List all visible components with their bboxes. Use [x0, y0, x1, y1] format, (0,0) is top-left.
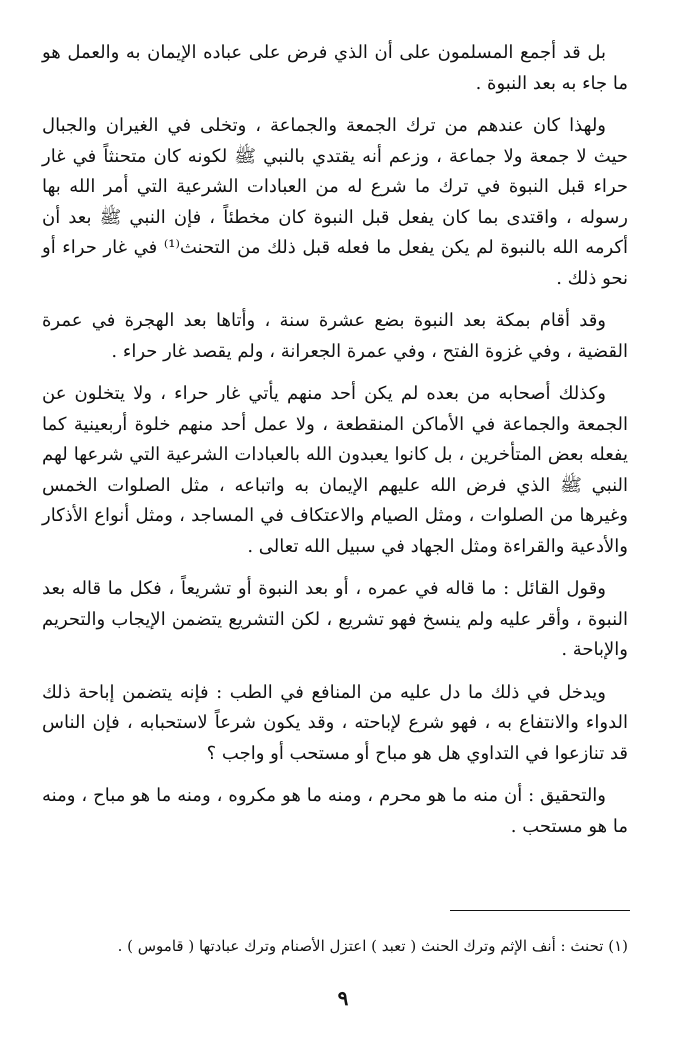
- body-text: [42, 38, 628, 842]
- paragraph-3: وقد أقام بمكة بعد النبوة بضع عشرة سنة ، وأتاها بعد الهجرة في عمرة القضية ، وفي غزوة الفتح ، وفي عمرة الجعرانة ، ولم يقصد غار حراء .: [42, 310, 628, 362]
- footnote-divider: [450, 910, 630, 911]
- footnote: (١) تحنث : أنف الإثم وترك الحنث ( تعبد ) اعتزل الأصنام وترك عبادتها ( قاموس ) .: [117, 937, 628, 955]
- page-number: ٩: [337, 986, 349, 1010]
- paragraph-5: وقول القائل : ما قاله في عمره ، أو بعد النبوة أو تشريعاً ، فكل ما قاله بعد النبوة ، وأقر عليه ولم ينسخ فهو تشريع ، لكن التشريع يتضمن الإيجاب والتحريم والإباحة .: [42, 578, 628, 660]
- paragraph-7: والتحقيق : أن منه ما هو محرم ، ومنه ما هو مكروه ، ومنه ما هو مباح ، ومنه ما هو مستحب .: [42, 785, 628, 837]
- paragraph-6: ويدخل في ذلك ما دل عليه من المنافع في الطب : فإنه يتضمن إباحة ذلك الدواء والانتفاع به ، فهو شرع لإباحته ، وقد يكون شرعاً لاستحبابه ، فإن الناس قد تنازعوا في التداوي هل هو مباح أو مستحب أو واجب ؟: [42, 681, 628, 764]
- paragraph-2: ولهذا كان عندهم من ترك الجمعة والجماعة ، وتخلى في الغيران والجبال حيث لا جمعة ولا جماعة ، وزعم أنه يقتدي بالنبي ﷺ لكونه كان متحنثاً في غار حراء قبل النبوة في ترك ما شرع له من العبادات الشرعية التي أمر الله بها رسوله ، واقتدى بما كان يفعل قبل النبوة كان مخطئاً ، فإن النبي ﷺ بعد أن أكرمه الله بالنبوة لم يكن يفعل ما فعله قبل ذلك من التحنث⁽¹⁾ في غار حراء أو نحو ذلك .: [42, 115, 628, 289]
- paragraph-4: وكذلك أصحابه من بعده لم يكن أحد منهم يأتي غار حراء ، ولا يتخلون عن الجمعة والجماعة في الأماكن المنقطعة ، ولا عمل أحد منهم خلوة أربعينية كما يفعله بعض المتأخرين ، بل كانوا يعبدون الله بالعبادات الشرعية التي شرعها لهم النبي ﷺ الذي فرض الله عليهم الإيمان به واتباعه ، مثل الصلوات الخمس وغيرها من الصلوات ، ومثل الصيام والاعتكاف في المساجد ، ومثل أنواع الأذكار والأدعية والقراءة ومثل الجهاد في سبيل الله تعالى .: [42, 383, 628, 557]
- paragraph-1: بل قد أجمع المسلمون على أن الذي فرض على عباده الإيمان به والعمل هو ما جاء به بعد النبوة .: [42, 42, 628, 94]
